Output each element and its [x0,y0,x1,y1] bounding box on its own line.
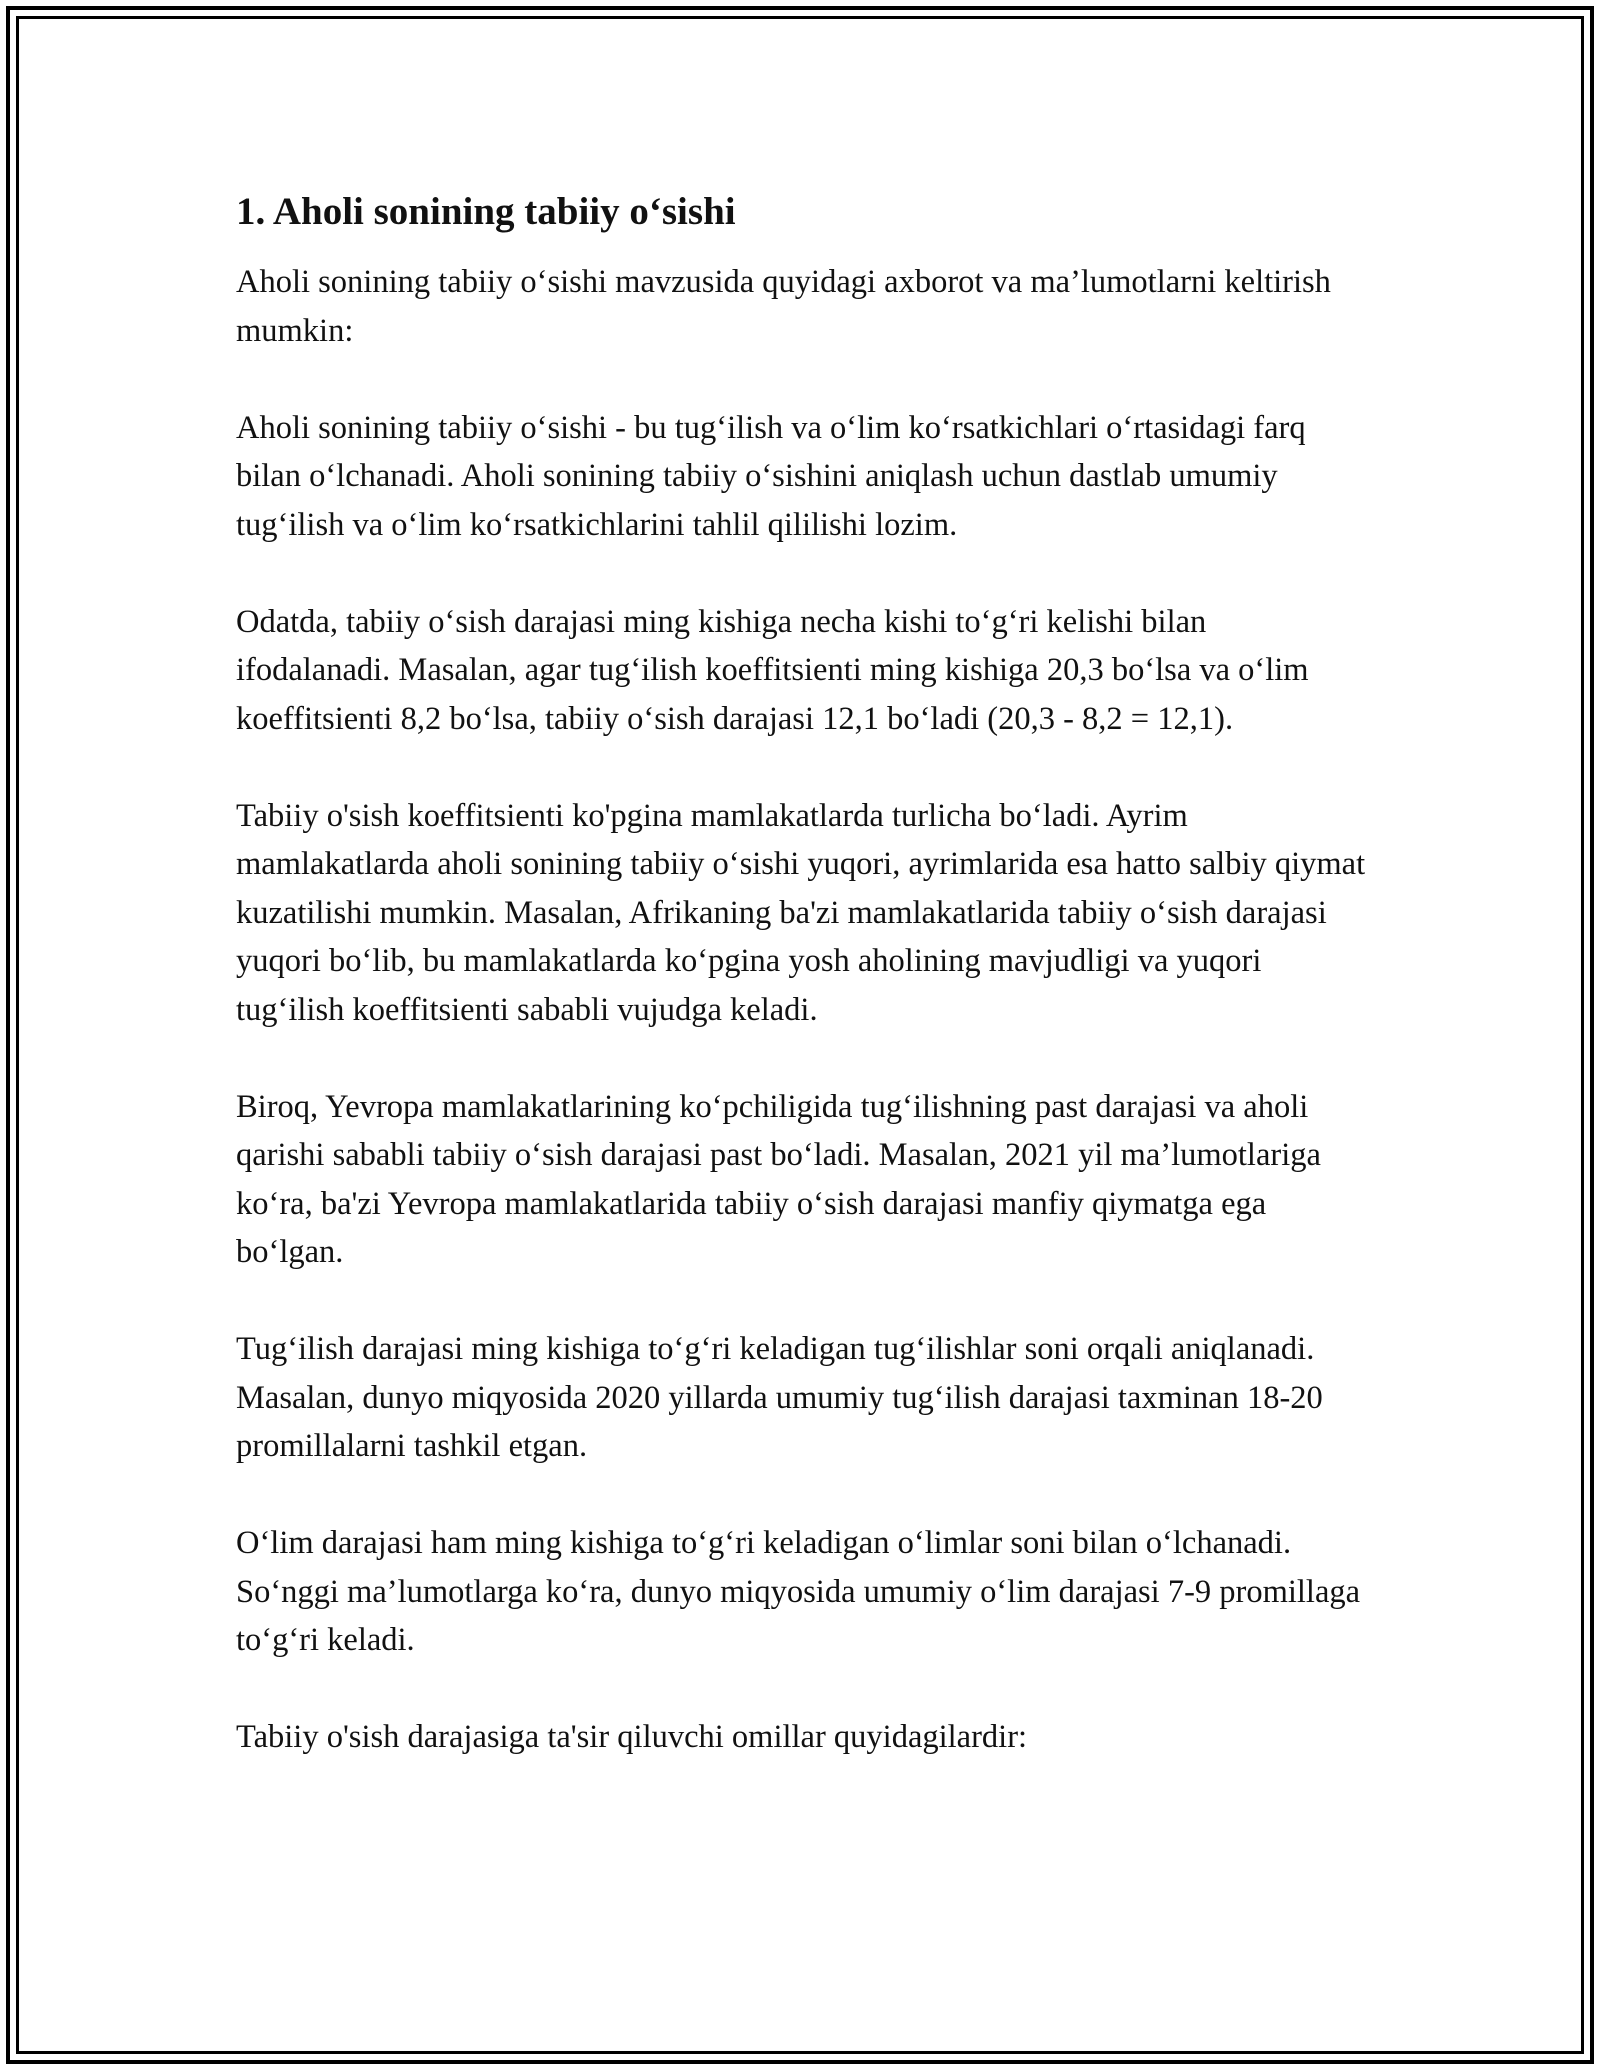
paragraph-europe: Biroq, Yevropa mamlakatlarining ko‘pchiligida tug‘ilishning past darajasi va aholi qarishi sababli tabiiy o‘sish darajasi past bo‘ladi. Masalan, 2021 yil ma’lumotlariga ko‘ra, ba'zi Yevropa mamlakatlarida tabiiy o‘sish darajasi manfiy qiymatga ega bo‘lgan. [236,1088,1321,1270]
document-body [236,186,1366,1810]
paragraph-countries: Tabiiy o'sish koeffitsienti ko'pgina mamlakatlarda turlicha bo‘ladi. Ayrim mamlakatlarda aholi sonining tabiiy o‘sishi yuqori, ayrimlarida esa hatto salbiy qiymat kuzatilishi mumkin. Masalan, Afrikaning ba'zi mamlakatlarida tabiiy o‘sish darajasi yuqori bo‘lib, bu mamlakatlarda ko‘pgina yosh aholining mavjudligi va yuqori tug‘ilish koeffitsienti sababli vujudga keladi. [236,797,1366,1028]
section-heading: 1. Aholi sonining tabiiy o‘sishi [236,190,736,233]
paragraph-intro: Aholi sonining tabiiy o‘sishi mavzusida quyidagi axborot va ma’lumotlarni keltirish mumkin: [236,264,1331,349]
paragraph-rate-example: Odatda, tabiiy o‘sish darajasi ming kishiga necha kishi to‘g‘ri kelishi bilan ifodalanadi. Masalan, agar tug‘ilish koeffitsienti ming kishiga 20,3 bo‘lsa va o‘lim koeffitsienti 8,2 bo‘lsa, tabiiy o‘sish darajasi 12,1 bo‘ladi (20,3 - 8,2 = 12,1). [236,603,1309,737]
paragraph-death-rate: O‘lim darajasi ham ming kishiga to‘g‘ri keladigan o‘limlar soni bilan o‘lchanadi. So‘nggi ma’lumotlarga ko‘ra, dunyo miqyosida umumiy o‘lim darajasi 7-9 promillaga to‘g‘ri keladi. [236,1525,1361,1658]
paragraph-definition: Aholi sonining tabiiy o‘sishi - bu tug‘ilish va o‘lim ko‘rsatkichlari o‘rtasidagi farq bilan o‘lchanadi. Aholi sonining tabiiy o‘sishini aniqlash uchun dastlab umumiy tug‘ilish va o‘lim ko‘rsatkichlarini tahlil qililishi lozim. [236,409,1306,543]
paragraph-factors: Tabiiy o'sish darajasiga ta'sir qiluvchi omillar quyidagilardir: [236,1719,1028,1755]
paragraph-birth-rate: Tug‘ilish darajasi ming kishiga to‘g‘ri keladigan tug‘ilishlar soni orqali aniqlanadi. Masalan, dunyo miqyosida 2020 yillarda umumiy tug‘ilish darajasi taxminan 18-20 promillalarni tashkil etgan. [236,1331,1323,1464]
